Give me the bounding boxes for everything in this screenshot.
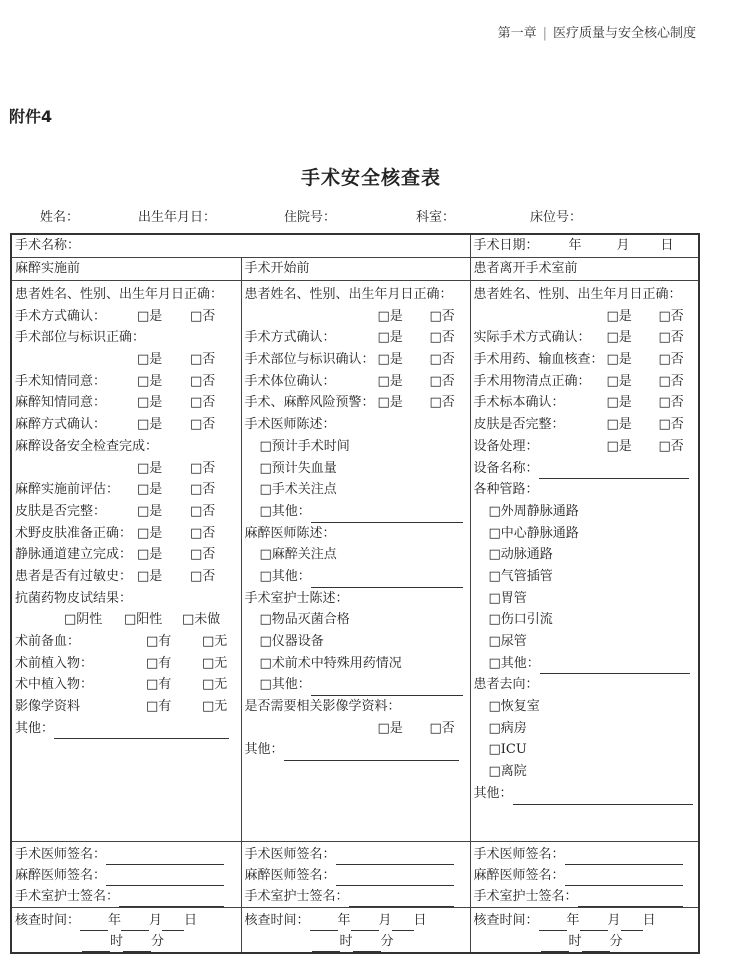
anesthetist-signature-blank[interactable] bbox=[565, 871, 683, 886]
no-checkbox[interactable]: □否 bbox=[190, 460, 216, 476]
birth-date-label: 出生年月日： bbox=[138, 210, 217, 225]
section-before-leaving: 患者离开手术室前 bbox=[470, 258, 699, 281]
no-checkbox[interactable]: □否 bbox=[190, 525, 216, 541]
no-checkbox[interactable]: □否 bbox=[658, 308, 684, 324]
no-checkbox[interactable]: □否 bbox=[190, 352, 216, 368]
check-time-cell: 核查时间： 年 月 日 时 分 bbox=[241, 908, 470, 954]
yes-checkbox[interactable]: □是 bbox=[377, 352, 403, 368]
yes-checkbox[interactable]: □是 bbox=[606, 352, 632, 368]
year-blank[interactable] bbox=[310, 916, 338, 931]
yes-checkbox[interactable]: □是 bbox=[606, 330, 632, 346]
tube-checkbox[interactable]: □胃管 bbox=[488, 590, 527, 606]
yes-checkbox[interactable]: □是 bbox=[377, 720, 403, 736]
other-blank[interactable] bbox=[54, 724, 229, 739]
no-checkbox[interactable]: □否 bbox=[429, 308, 455, 324]
admission-number-label: 住院号： bbox=[284, 210, 337, 225]
nurse-item-checkbox[interactable]: □仪器设备 bbox=[259, 634, 324, 649]
safety-checklist-table bbox=[10, 233, 700, 954]
tube-checkbox[interactable]: □外周静脉通路 bbox=[488, 503, 579, 519]
yes-checkbox[interactable]: □是 bbox=[606, 373, 632, 389]
other-blank[interactable] bbox=[284, 746, 459, 761]
surgeon-signature-blank[interactable] bbox=[565, 850, 683, 865]
have-checkbox[interactable]: □有 bbox=[146, 677, 172, 693]
yes-checkbox[interactable]: □是 bbox=[137, 308, 163, 324]
tube-checkbox[interactable]: □尿管 bbox=[488, 634, 527, 649]
equipment-name-blank[interactable] bbox=[539, 464, 689, 479]
yes-checkbox[interactable]: □是 bbox=[137, 352, 163, 368]
no-checkbox[interactable]: □否 bbox=[190, 417, 216, 433]
none-checkbox[interactable]: □无 bbox=[202, 677, 228, 693]
not-done-checkbox[interactable]: □未做 bbox=[182, 612, 221, 628]
nurse-item-checkbox[interactable]: □术前术中特殊用药情况 bbox=[259, 655, 402, 671]
no-checkbox[interactable]: □否 bbox=[429, 352, 455, 368]
yes-checkbox[interactable]: □是 bbox=[137, 482, 163, 498]
tube-other-checkbox[interactable]: □其他： bbox=[488, 655, 540, 671]
destination-checkbox[interactable]: □病房 bbox=[488, 720, 527, 736]
yes-checkbox[interactable]: □是 bbox=[377, 330, 403, 346]
yes-checkbox[interactable]: □是 bbox=[377, 308, 403, 324]
bed-number-label: 床位号： bbox=[530, 210, 583, 225]
surgeon-signature-blank[interactable] bbox=[106, 850, 224, 865]
surgery-date-label: 手术日期： bbox=[473, 238, 539, 253]
no-checkbox[interactable]: □否 bbox=[658, 395, 684, 411]
anesthetist-item-checkbox[interactable]: □麻醉关注点 bbox=[259, 547, 337, 563]
chapter-title: 医疗质量与安全核心制度 bbox=[552, 26, 696, 41]
surgery-date-cell[interactable]: 手术日期： 年 月 日 bbox=[470, 234, 699, 258]
no-checkbox[interactable]: □否 bbox=[190, 568, 216, 584]
signature-cell: 手术医师签名： 麻醉医师签名： 手术室护士签名： bbox=[241, 842, 470, 908]
other-blank[interactable] bbox=[311, 573, 463, 588]
year-blank[interactable] bbox=[80, 916, 108, 931]
patient-info-row bbox=[0, 206, 742, 226]
day-blank[interactable] bbox=[392, 916, 414, 931]
check-time-cell: 核查时间： 年 月 日 时 分 bbox=[11, 908, 241, 954]
no-checkbox[interactable]: □否 bbox=[429, 395, 455, 411]
destination-checkbox[interactable]: □恢复室 bbox=[488, 699, 540, 715]
month-blank[interactable] bbox=[580, 916, 608, 931]
no-checkbox[interactable]: □否 bbox=[429, 373, 455, 389]
yes-checkbox[interactable]: □是 bbox=[377, 395, 403, 411]
column-before-surgery: 患者姓名、性别、出生年月日正确： □是 □否 手术方式确认： □是 □否 手术部位与标识确认： □是 □否 手术体位确认： □是 □否 手术、麻醉风险预警： □是 □否 手术医师陈述： □预计手术时间 □预计失血量 □手术关注点 □其他： 麻醉医师陈述： □麻醉关注点 □其他： 手术室护士陈述： □物品灭菌合格 □仪器设备 □术前术中特殊用药情况 □其他： 是否需要相关影像学资料： □是 □否 其他： bbox=[241, 281, 470, 842]
annex-label: 附件4 bbox=[9, 107, 53, 126]
hour-blank[interactable] bbox=[312, 937, 340, 952]
surgery-name-label: 手术名称： bbox=[15, 238, 81, 253]
yes-checkbox[interactable]: □是 bbox=[137, 460, 163, 476]
no-checkbox[interactable]: □否 bbox=[190, 395, 216, 411]
yes-checkbox[interactable]: □是 bbox=[606, 417, 632, 433]
day-blank[interactable] bbox=[621, 916, 643, 931]
year-blank[interactable] bbox=[539, 916, 567, 931]
column-before-leaving: 患者姓名、性别、出生年月日正确： □是 □否 实际手术方式确认： □是 □否 手术用药、输血核查： □是 □否 手术用物清点正确： □是 □否 手术标本确认： □是 □否 皮肤是否完整： □是 □否 设备处理： □是 □否 设备名称： 各种管路： □外周静脉通路 □中心静脉通路 □动脉通路 □气管插管 □胃管 □伤口引流 □尿管 □其他： 患者去向： □恢复室 □病房 □ICU □离院 其他： bbox=[470, 281, 699, 842]
no-checkbox[interactable]: □否 bbox=[190, 373, 216, 389]
hour-blank[interactable] bbox=[541, 937, 569, 952]
yes-checkbox[interactable]: □是 bbox=[606, 308, 632, 324]
none-checkbox[interactable]: □无 bbox=[202, 634, 228, 649]
anesthetist-other-checkbox[interactable]: □其他： bbox=[259, 568, 311, 584]
other-blank[interactable] bbox=[540, 659, 690, 674]
no-checkbox[interactable]: □否 bbox=[190, 308, 216, 324]
none-checkbox[interactable]: □无 bbox=[202, 699, 228, 715]
minute-blank[interactable] bbox=[123, 937, 151, 952]
yes-checkbox[interactable]: □是 bbox=[137, 525, 163, 541]
yes-checkbox[interactable]: □是 bbox=[137, 373, 163, 389]
surgeon-other-checkbox[interactable]: □其他： bbox=[259, 503, 311, 519]
nurse-item-checkbox[interactable]: □物品灭菌合格 bbox=[259, 612, 350, 628]
nurse-other-checkbox[interactable]: □其他： bbox=[259, 677, 311, 693]
yes-checkbox[interactable]: □是 bbox=[606, 438, 632, 454]
yes-checkbox[interactable]: □是 bbox=[137, 395, 163, 411]
surgery-name-cell[interactable] bbox=[11, 234, 470, 258]
no-checkbox[interactable]: □否 bbox=[429, 330, 455, 346]
other-blank[interactable] bbox=[311, 681, 463, 696]
no-checkbox[interactable]: □否 bbox=[429, 720, 455, 736]
tube-checkbox[interactable]: □中心静脉通路 bbox=[488, 525, 579, 541]
no-checkbox[interactable]: □否 bbox=[658, 373, 684, 389]
anesthetist-signature-blank[interactable] bbox=[336, 871, 454, 886]
surgeon-item-checkbox[interactable]: □手术关注点 bbox=[259, 482, 337, 498]
other-blank[interactable] bbox=[311, 508, 463, 523]
no-checkbox[interactable]: □否 bbox=[658, 417, 684, 433]
minute-blank[interactable] bbox=[353, 937, 381, 952]
nurse-signature-blank[interactable] bbox=[119, 892, 224, 907]
anesthetist-signature-blank[interactable] bbox=[106, 871, 224, 886]
positive-checkbox[interactable]: □阳性 bbox=[124, 612, 163, 628]
month-blank[interactable] bbox=[121, 916, 149, 931]
have-checkbox[interactable]: □有 bbox=[146, 655, 172, 671]
tube-checkbox[interactable]: □气管插管 bbox=[488, 568, 553, 584]
yes-checkbox[interactable]: □是 bbox=[377, 373, 403, 389]
no-checkbox[interactable]: □否 bbox=[658, 330, 684, 346]
surgeon-signature-blank[interactable] bbox=[336, 850, 454, 865]
destination-checkbox[interactable]: □离院 bbox=[488, 764, 527, 780]
no-checkbox[interactable]: □否 bbox=[658, 352, 684, 368]
tube-checkbox[interactable]: □伤口引流 bbox=[488, 612, 553, 628]
yes-checkbox[interactable]: □是 bbox=[606, 395, 632, 411]
negative-checkbox[interactable]: □阴性 bbox=[64, 612, 103, 628]
day-blank[interactable] bbox=[162, 916, 184, 931]
no-checkbox[interactable]: □否 bbox=[190, 547, 216, 563]
no-checkbox[interactable]: □否 bbox=[658, 438, 684, 454]
nurse-signature-blank[interactable] bbox=[349, 892, 454, 907]
have-checkbox[interactable]: □有 bbox=[146, 699, 172, 715]
hour-blank[interactable] bbox=[82, 937, 110, 952]
running-header: 第一章 | 医疗质量与安全核心制度 bbox=[497, 26, 696, 41]
other-blank[interactable] bbox=[513, 790, 693, 805]
section-before-anesthesia: 麻醉实施前 bbox=[11, 258, 241, 281]
yes-checkbox[interactable]: □是 bbox=[137, 417, 163, 433]
no-checkbox[interactable]: □否 bbox=[190, 482, 216, 498]
none-checkbox[interactable]: □无 bbox=[202, 655, 228, 671]
section-before-surgery: 手术开始前 bbox=[241, 258, 470, 281]
patient-name-label: 姓名： bbox=[40, 210, 80, 225]
form-title: 手术安全核查表 bbox=[300, 167, 441, 189]
surgeon-item-checkbox[interactable]: □预计手术时间 bbox=[259, 438, 350, 454]
nurse-signature-blank[interactable] bbox=[578, 892, 683, 907]
have-checkbox[interactable]: □有 bbox=[146, 634, 172, 649]
yes-checkbox[interactable]: □是 bbox=[137, 503, 163, 519]
yes-checkbox[interactable]: □是 bbox=[137, 568, 163, 584]
yes-checkbox[interactable]: □是 bbox=[137, 547, 163, 563]
column-before-anesthesia: 患者姓名、性别、出生年月日正确： 手术方式确认： □是 □否 手术部位与标识正确： □是 □否 手术知情同意： □是 □否 麻醉知情同意： □是 □否 麻醉方式确认： □是 □否 麻醉设备安全检查完成： □是 □否 麻醉实施前评估： □是 □否 皮肤是否完整： □是 □否 术野皮肤准备正确： □是 □否 静脉通道建立完成： □是 □否 患者是否有过敏史： □是 □否 抗菌药物皮试结果： □阴性 □阳性 □未做 术前备血： □有 □无 术前植入物： □有 □无 术中植入物： □有 □无 影像学资料 □有 □无 其他： bbox=[11, 281, 241, 842]
tube-checkbox[interactable]: □动脉通路 bbox=[488, 547, 553, 563]
surgeon-item-checkbox[interactable]: □预计失血量 bbox=[259, 460, 337, 476]
no-checkbox[interactable]: □否 bbox=[190, 503, 216, 519]
signature-cell: 手术医师签名： 麻醉医师签名： 手术室护士签名： bbox=[11, 842, 241, 908]
check-time-cell: 核查时间： 年 月 日 时 分 bbox=[470, 908, 699, 954]
signature-cell: 手术医师签名： 麻醉医师签名： 手术室护士签名： bbox=[470, 842, 699, 908]
month-blank[interactable] bbox=[351, 916, 379, 931]
destination-checkbox[interactable]: □ICU bbox=[488, 742, 527, 758]
department-label: 科室： bbox=[416, 210, 456, 225]
chapter-label: 第一章 bbox=[497, 26, 537, 41]
minute-blank[interactable] bbox=[582, 937, 610, 952]
